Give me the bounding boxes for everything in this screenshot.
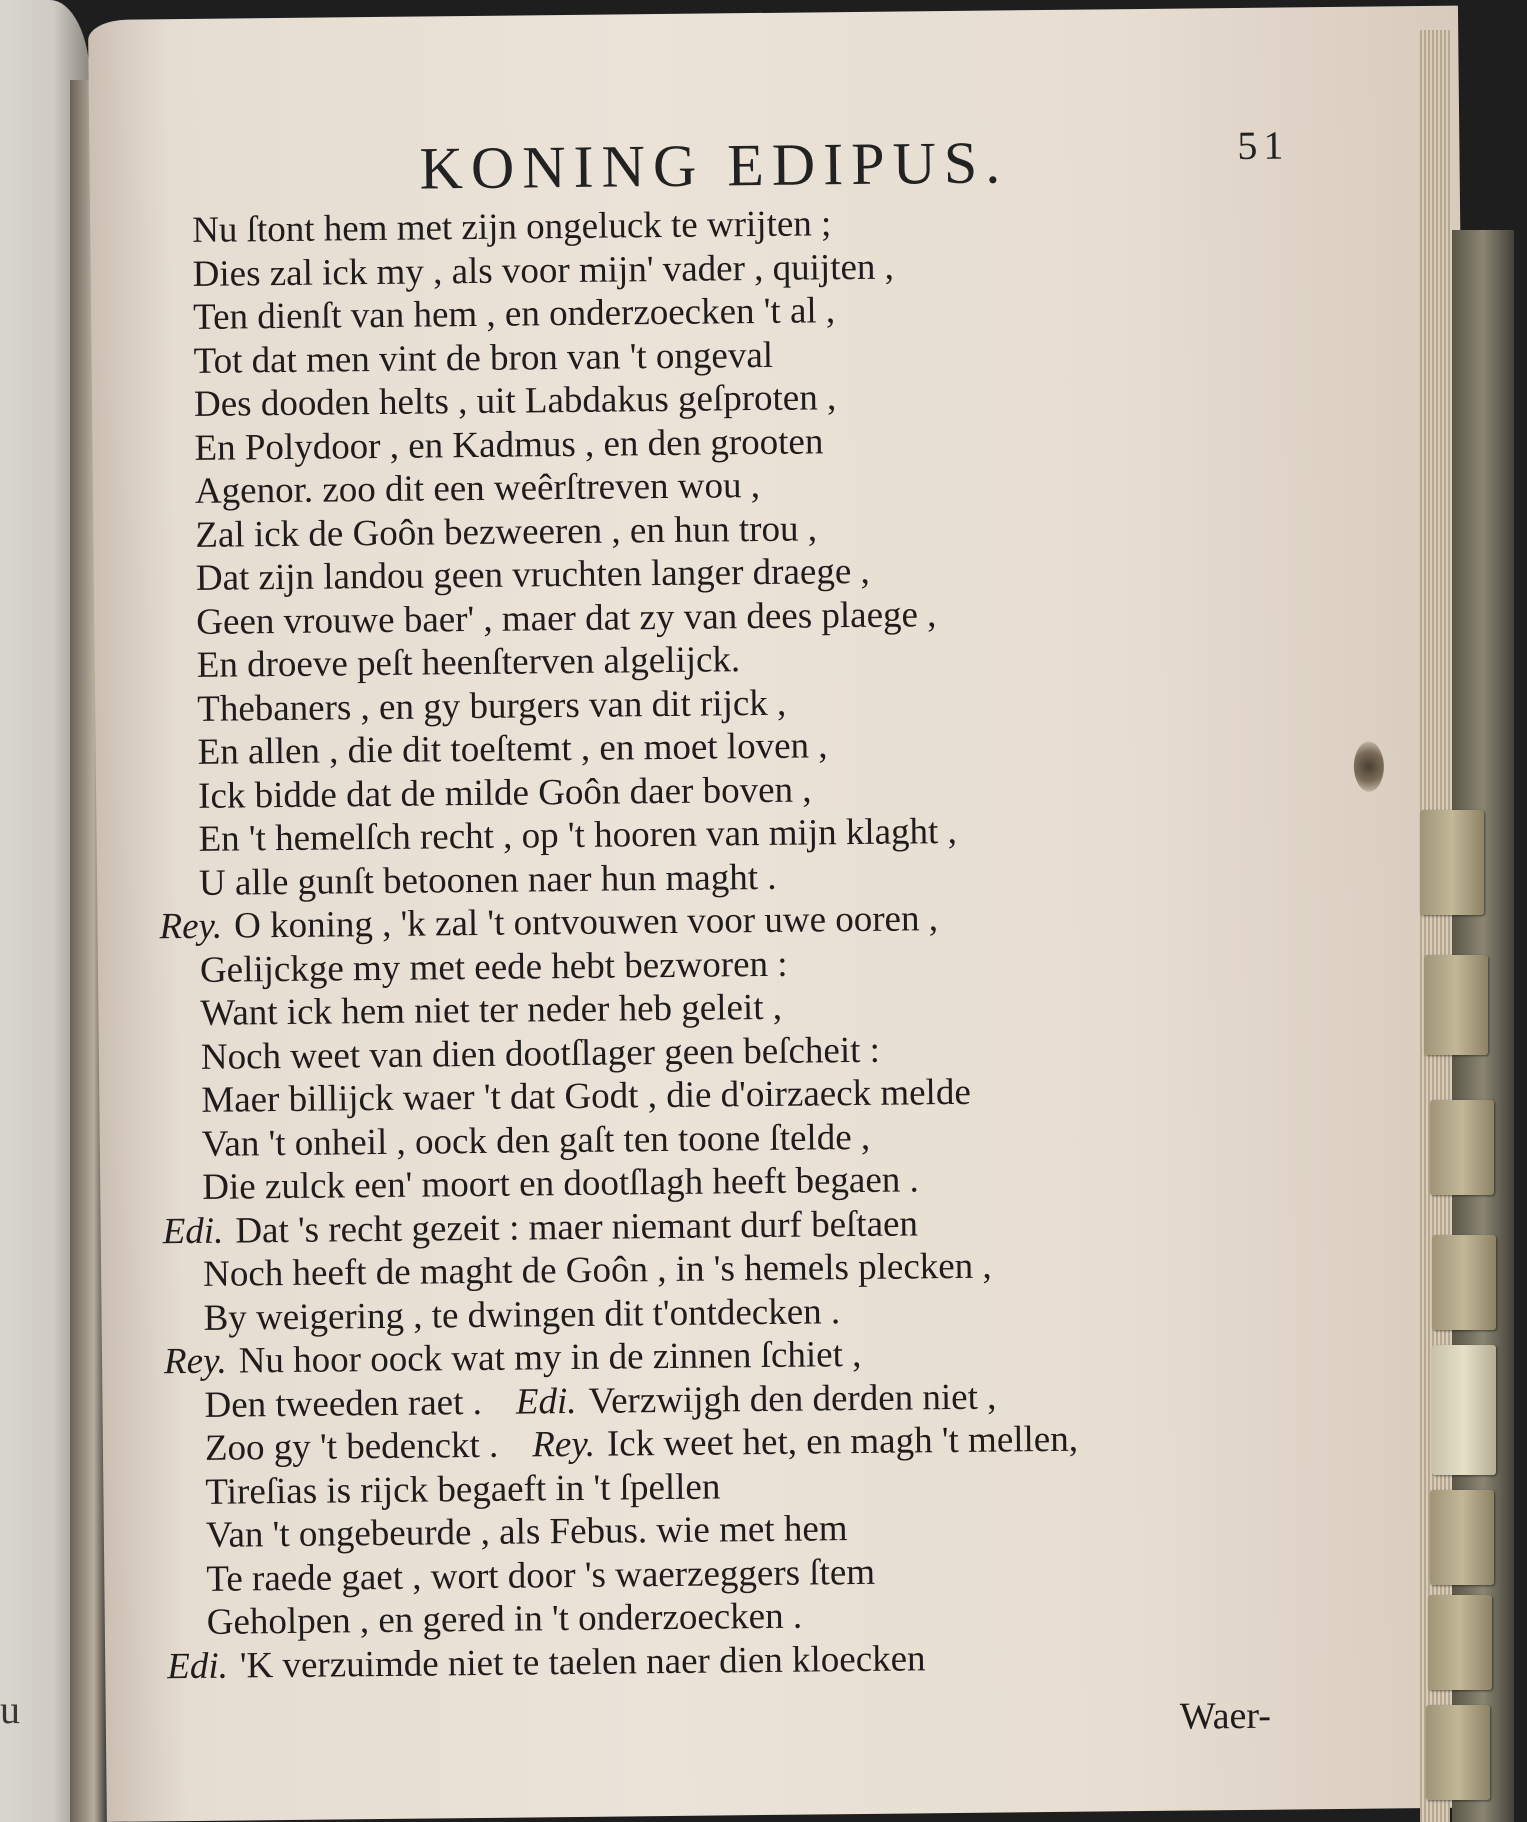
verse-line [201, 1028, 881, 1078]
verse-text: Van 't ongebeurde , als Febus. wie met hem [205, 1508, 848, 1556]
verse-text: Den tweeden raet . [204, 1381, 483, 1426]
verse-line [195, 507, 817, 557]
verse-line [206, 1507, 848, 1557]
index-tab [1432, 1235, 1496, 1330]
verse-line [201, 1071, 971, 1122]
page-number: 51 [1237, 122, 1290, 168]
verse-text: Geen vrouwe baer' , maer dat zy van dees plaege , [196, 593, 937, 643]
verse-line [200, 942, 788, 991]
verse-text: Die zulck een' moort en dootſlagh heeft begaen . [202, 1159, 919, 1208]
running-head: KONING EDIPUS. [419, 129, 1009, 202]
verse-line [202, 1158, 919, 1209]
speaker-label: Rey. [159, 905, 223, 948]
verse-line [195, 464, 761, 513]
verse-text: Nu ſtont hem met zijn ongeluck te wrijten ; [191, 203, 832, 251]
verse-text: Van 't onheil , oock den gaſt ten toone ſtelde , [201, 1116, 871, 1165]
verse-line [194, 420, 823, 470]
verse-line [192, 202, 832, 252]
verse-line [159, 897, 938, 948]
verse-line [193, 289, 836, 339]
speaker-label: Edi. [515, 1380, 577, 1423]
verse-text: Maer billijck waer 't dat Godt , die d'oirzaeck melde [201, 1071, 971, 1121]
verse-line [197, 681, 787, 730]
verse-line [198, 768, 812, 817]
verse-text: Zoo gy 't bedenckt . [204, 1424, 499, 1469]
index-tab [1424, 955, 1488, 1055]
book-page [88, 6, 1477, 1822]
index-tab [1432, 1345, 1496, 1475]
verse-text: Nu hoor oock wat my in de zinnen ſchiet , [238, 1333, 862, 1382]
verse-text: Verzwijgh den derden niet , [588, 1376, 997, 1422]
verse-line [164, 1333, 862, 1383]
verse-text: O koning , 'k zal 't ontvouwen voor uwe ooren , [233, 898, 939, 947]
verse-text: Want ick hem niet ter neder heb geleit , [200, 986, 783, 1034]
verse-text: Ick weet het, en magh 't mellen, [606, 1418, 1079, 1465]
verse-line [206, 1550, 875, 1600]
verse-text: Des dooden helts , uit Labdakus geſproten , [193, 377, 837, 425]
verse-text: En allen , die dit toeſtemt , en moet loven , [197, 725, 828, 773]
index-tab [1430, 1100, 1494, 1195]
verse-text: Dat 's recht gezeit : maer niemant durf beſtaen [235, 1202, 919, 1252]
verse-line [196, 593, 937, 644]
verse-text: Tot dat men vint de bron van 't ongeval [193, 334, 774, 382]
paper-stain [1354, 741, 1385, 791]
speaker-label: Edi. [167, 1645, 229, 1687]
verse-text: 'K verzuimde niet te taelen naer dien kloecken [239, 1637, 926, 1686]
catchword: Waer- [1179, 1694, 1272, 1738]
index-tab [1426, 1705, 1490, 1800]
facing-page-fragment: u [0, 1687, 20, 1732]
verse-text: Te raede gaet , wort door 's waerzeggers ſtem [206, 1551, 876, 1600]
verse-text: Ten dienſt van hem , en onderzoecken 't al , [192, 290, 836, 338]
verse-text: Dat zijn landou geen vruchten langer draege , [195, 550, 870, 599]
verse-text: Noch heeft de maght de Goôn , in 's hemels plecken , [202, 1245, 992, 1295]
speaker-label: Rey. [163, 1340, 227, 1383]
verse-line [200, 986, 782, 1035]
index-tab [1420, 810, 1484, 915]
verse-line [202, 1115, 871, 1165]
verse-text: Dies zal ick my , als voor mijn' vader , quijten , [192, 246, 895, 295]
index-tab [1428, 1595, 1492, 1690]
verse-line [199, 855, 777, 904]
verse-line [203, 1245, 992, 1296]
verse-text: Gelijckge my met eede hebt bezworen : [199, 943, 788, 991]
verse-line [193, 333, 773, 382]
index-tab [1430, 1490, 1494, 1585]
verse-line [204, 1375, 996, 1426]
verse-text: Ick bidde dat de milde Goôn daer boven , [197, 768, 812, 817]
verse-text: Thebaners , en gy burgers van dit rijck , [197, 682, 787, 730]
verse-line [205, 1418, 1078, 1470]
verse-text: Zal ick de Goôn bezweeren , en hun trou , [195, 507, 818, 556]
verse-text: En 't hemelſch recht , op 't hooren van mijn klaght , [198, 810, 958, 860]
verse-line [207, 1595, 803, 1644]
verse-text: En Polydoor , en Kadmus , en den grooten [194, 420, 824, 469]
verse-line [197, 638, 741, 687]
verse-line [167, 1637, 926, 1688]
verse-line [192, 245, 894, 295]
verse-text: Geholpen , en gered in 't onderzoecken . [206, 1595, 803, 1643]
verse-line [198, 810, 957, 861]
verse-line [194, 376, 837, 426]
verse-text: Tireſias is rijck begaeft in 't ſpellen [205, 1465, 721, 1513]
verse-text: Agenor. zoo dit een weêrſtreven wou , [194, 464, 761, 512]
verse-line [203, 1290, 840, 1340]
verse-text: Noch weet van dien dootſlager geen beſcheit : [200, 1029, 881, 1078]
verse-text: En droeve peſt heenſterven algelijck. [196, 639, 741, 686]
verse-line [196, 550, 870, 600]
verse-line [205, 1465, 720, 1513]
verse-text: U alle gunſt betoonen naer hun maght . [198, 856, 777, 904]
verse-line [197, 724, 827, 774]
speaker-label: Rey. [532, 1423, 596, 1466]
speaker-label: Edi. [162, 1210, 224, 1252]
verse-line [162, 1202, 918, 1253]
verse-text: By weigering , te dwingen dit t'ontdecken . [203, 1290, 841, 1339]
